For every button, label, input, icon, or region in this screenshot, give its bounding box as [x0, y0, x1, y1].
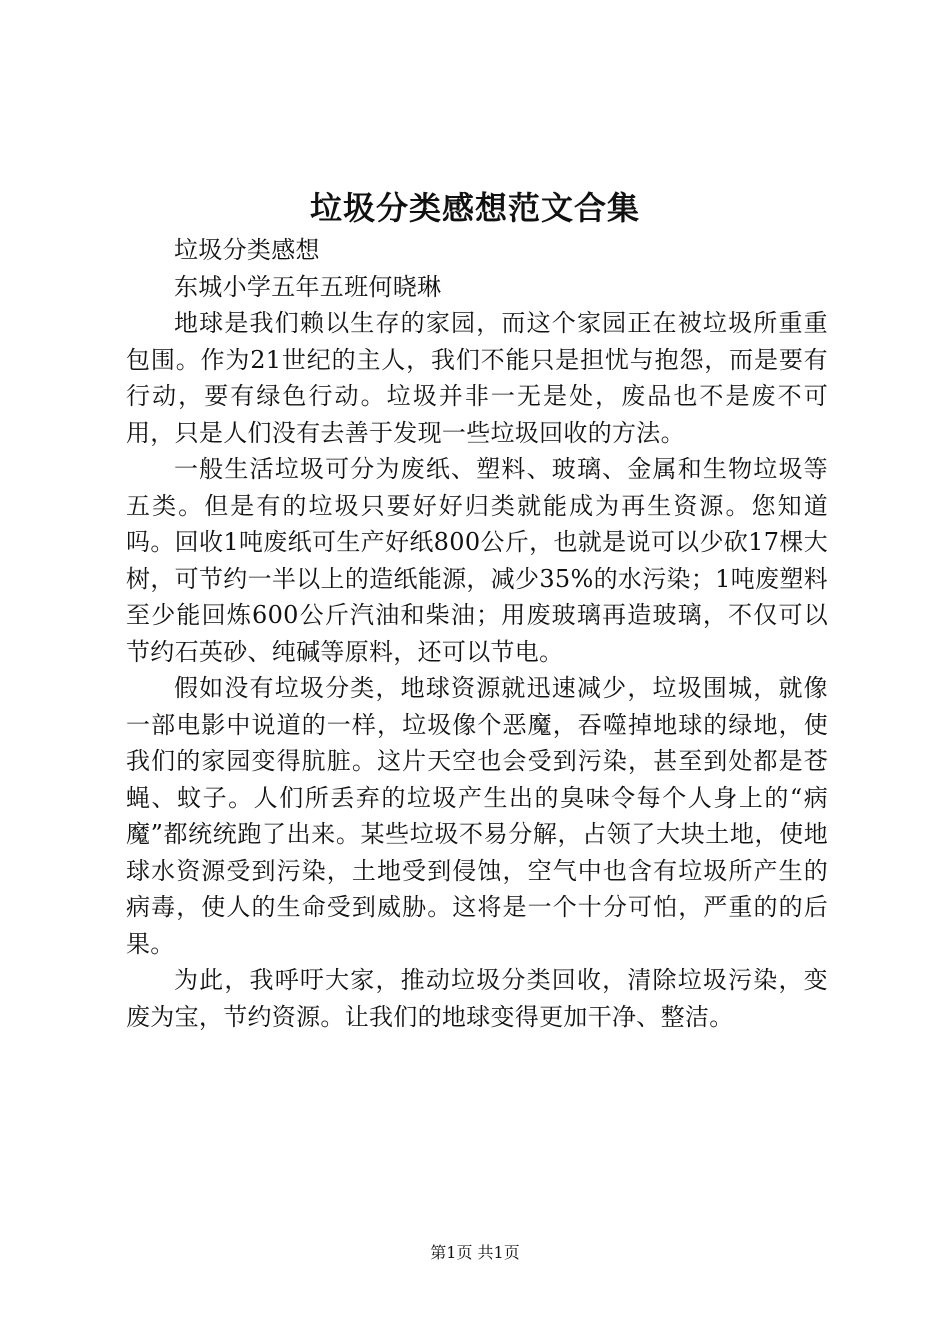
document-title: 垃圾分类感想范文合集: [309, 189, 640, 227]
page-number-footer: 第1页 共1页: [430, 1243, 520, 1262]
paragraph-1: 地球是我们赖以生存的家园，而这个家园正在被垃圾所重重包围。作为21世纪的主人，我们不能只是担忧与抱怨，而是要有行动，要有绿色行动。垃圾并非一无是处，废品也不是废不可用，只是人们没有去善于发现一些垃圾回收的方法。: [126, 309, 828, 447]
essay-author: 东城小学五年五班何晓琳: [174, 272, 442, 301]
paragraph-2: 一般生活垃圾可分为废纸、塑料、玻璃、金属和生物垃圾等五类。但是有的垃圾只要好好归类就能成为再生资源。您知道吗。回收1吨废纸可生产好纸800公斤，也就是说可以少砍17棵大树，可节约一半以上的造纸能源，减少35%的水污染；1吨废塑料至少能回炼600公斤汽油和柴油；用废玻璃再造玻璃，不仅可以节约石英砂、纯碱等原料，还可以节电。: [126, 455, 828, 666]
essay-subtitle: 垃圾分类感想: [174, 236, 320, 264]
document-body: [126, 232, 828, 1035]
paragraph-3: 假如没有垃圾分类，地球资源就迅速减少，垃圾围城，就像一部电影中说道的一样，垃圾像个恶魔，吞噬掉地球的绿地，使我们的家园变得肮脏。这片天空也会受到污染，甚至到处都是苍蝇、蚊子。人们所丢弃的垃圾产生出的臭味令每个人身上的“病魔”都统统跑了出来。某些垃圾不易分解，占领了大块土地，使地球水资源受到污染，土地受到侵蚀，空气中也含有垃圾所产生的病毒，使人的生命受到威胁。这将是一个十分可怕，严重的的后果。: [126, 674, 828, 958]
paragraph-4: 为此，我呼吁大家，推动垃圾分类回收，清除垃圾污染，变废为宝，节约资源。让我们的地球变得更加干净、整洁。: [126, 966, 828, 1031]
